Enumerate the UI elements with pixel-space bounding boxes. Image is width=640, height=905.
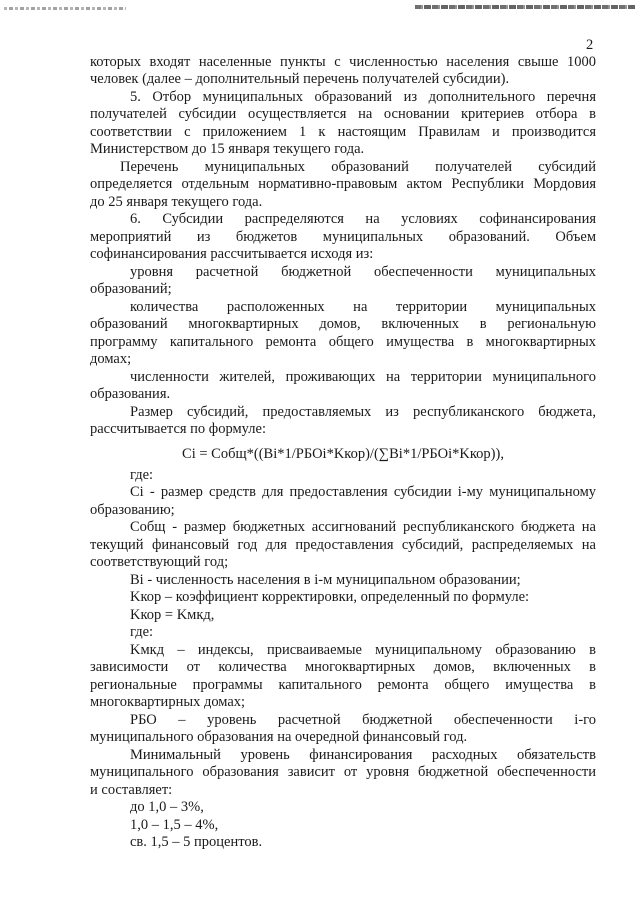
text-line: Kмкд – индексы, присваиваемые муниципальному образованию в	[130, 642, 596, 658]
text-line: получателей субсидии осуществляется на основании критериев отбора в	[90, 106, 596, 122]
text-line: и составляет:	[90, 782, 173, 798]
text-line: соответствующий год;	[90, 554, 229, 570]
text-line: 6. Субсидии распределяются на условиях софинансирования	[130, 211, 596, 227]
text-line: Cобщ - размер бюджетных ассигнований республиканского бюджета на	[130, 519, 596, 535]
text-line: программу капитального ремонта общего имущества в многоквартирных	[90, 334, 596, 350]
text-line: Перечень муниципальных образований получателей субсидий	[120, 159, 596, 175]
text-line: софинансирования рассчитывается исходя из:	[90, 246, 374, 262]
text-line: Министерством до 15 января текущего года.	[90, 141, 365, 157]
text-line: РБО – уровень расчетной бюджетной обеспеченности i-го	[130, 712, 596, 728]
text-line: муниципального образования зависит от уровня бюджетной обеспеченности	[90, 764, 596, 780]
text-line: количества расположенных на территории муниципальных	[130, 299, 596, 315]
text-line: образованию;	[90, 502, 175, 518]
text-line: образований;	[90, 281, 172, 297]
text-line: численности жителей, проживающих на территории муниципального	[130, 369, 596, 385]
text-line: зависимости от количества многоквартирных домов, включенных в	[90, 659, 596, 675]
subsidy-formula: Ci = Cобщ*((Bi*1/РБОi*Kкор)/(∑Bi*1/РБОi*Kкор)),	[182, 446, 504, 462]
text-line: Bi - численность населения в i-м муниципальном образовании;	[130, 572, 521, 588]
text-line: уровня расчетной бюджетной обеспеченности муниципальных	[130, 264, 596, 280]
text-line: региональные программы капитального ремонта общего имущества в	[90, 677, 596, 693]
text-line: образований многоквартирных домов, включенных в региональную	[90, 316, 596, 332]
text-line: Ci - размер средств для предоставления субсидии i-му муниципальному	[130, 484, 596, 500]
text-line: мероприятий из бюджетов муниципальных образований. Объем	[90, 229, 596, 245]
page-number: 2	[586, 37, 594, 53]
text-line: текущий финансовый год для предоставления субсидий, распределяемых на	[90, 537, 596, 553]
text-line: Размер субсидий, предоставляемых из республиканского бюджета,	[130, 404, 596, 420]
text-line: человек (далее – дополнительный перечень получателей субсидии).	[90, 71, 510, 87]
text-line: соответствии с приложением 1 к настоящим Правилам и производится	[90, 124, 596, 140]
text-line: многоквартирных домах;	[90, 694, 246, 710]
text-line: где:	[130, 467, 154, 483]
text-line: до 1,0 – 3%,	[130, 799, 204, 815]
scan-artifact-top-left	[4, 7, 126, 10]
text-line: где:	[130, 624, 154, 640]
text-line: св. 1,5 – 5 процентов.	[130, 834, 263, 850]
text-line: Kкор = Kмкд,	[130, 607, 215, 623]
text-line: рассчитывается по формуле:	[90, 421, 266, 437]
scan-artifact-top-right	[415, 5, 635, 9]
text-line: муниципального образования на очередной финансовый год.	[90, 729, 468, 745]
text-line: Минимальный уровень финансирования расходных обязательств	[130, 747, 596, 763]
text-line: 5. Отбор муниципальных образований из дополнительного перечня	[130, 89, 596, 105]
text-line: домах;	[90, 351, 132, 367]
text-line: до 25 января текущего года.	[90, 194, 263, 210]
text-line: образования.	[90, 386, 171, 402]
text-line: 1,0 – 1,5 – 4%,	[130, 817, 219, 833]
text-line: Kкор – коэффициент корректировки, определенный по формуле:	[130, 589, 530, 605]
text-line: определяется отдельным нормативно-правовым актом Республики Мордовия	[90, 176, 596, 192]
text-line: которых входят населенные пункты с численностью населения свыше 1000	[90, 54, 596, 70]
